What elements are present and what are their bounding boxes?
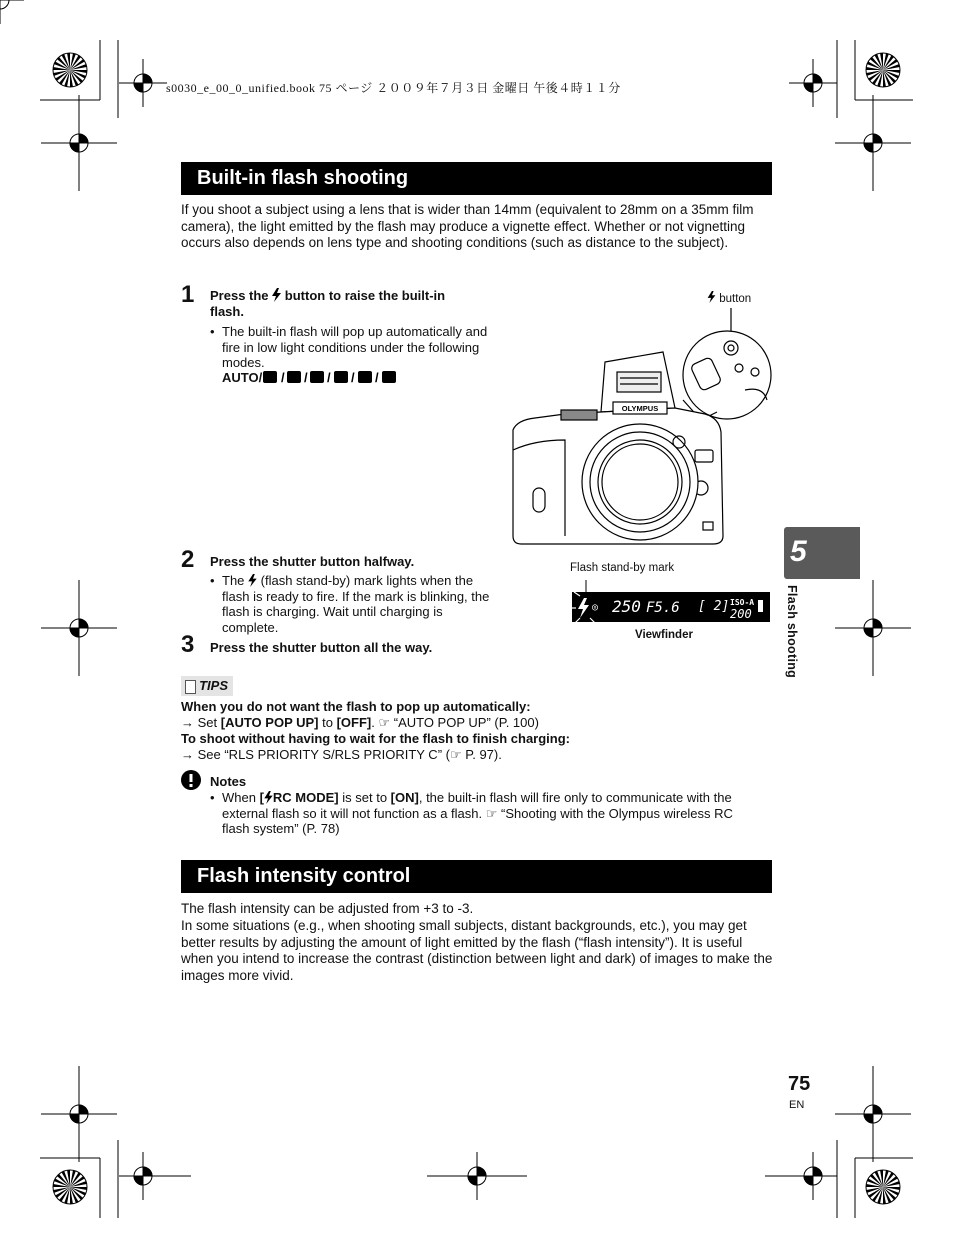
- header-meta: s0030_e_00_0_unified.book 75 ページ ２００９年７月３日 金曜日 午後４時１１分: [166, 81, 621, 95]
- tips-question-1: When you do not want the flash to pop up automatically:: [181, 699, 531, 714]
- language-code: EN: [789, 1099, 805, 1111]
- registration-sunburst: [866, 1170, 900, 1204]
- vf-count: [ 2]: [698, 599, 730, 614]
- page-number: 75: [788, 1073, 811, 1095]
- flash-icon: [264, 791, 273, 804]
- step1-bullet: • The built-in flash will pop up automatically and fire in low light conditions under the following modes.: [210, 324, 488, 370]
- section-title-builtin-flash: Built-in flash shooting: [181, 162, 772, 195]
- step3-title: Press the shutter button all the way.: [210, 640, 433, 655]
- step-number-1: 1: [181, 281, 195, 308]
- registration-sunburst: [53, 53, 87, 87]
- intensity-range-line: The flash intensity can be adjusted from +3 to -3.: [181, 901, 474, 916]
- tips-content: [181, 699, 773, 763]
- scene-mode-icons: [262, 370, 426, 384]
- step-number-2: 2: [181, 546, 195, 573]
- notes-warning-icon: [181, 770, 201, 790]
- viewfinder-caption: Viewfinder: [635, 629, 693, 641]
- camera-illustration: [505, 300, 775, 550]
- notes-title: Notes: [210, 774, 247, 789]
- vf-iso-label: ISO-A: [730, 598, 755, 607]
- chapter-tab: [784, 527, 860, 579]
- section-title-flash-intensity: Flash intensity control: [181, 860, 772, 893]
- viewfinder-display: [562, 578, 772, 628]
- chapter-number: 5: [790, 535, 807, 568]
- tips-label-box: TIPS: [181, 676, 233, 696]
- svg-text:/: /: [304, 370, 308, 384]
- notes-bullet: • When [ RC MODE] is set to [ON], the built-in flash will fire only to communicate with the external flash so it will not function as a flash. ☞ “Shooting with the Olympus wireless RC flash system” (P. 78): [210, 790, 733, 836]
- step-number-3: 3: [181, 631, 195, 658]
- vf-iso-value: 200: [730, 607, 752, 621]
- flash-button-label: button: [707, 291, 751, 305]
- tips-answer-1: → Set [AUTO POP UP] to [OFF]. ☞ “AUTO POP UP” (P. 100): [181, 715, 539, 730]
- flash-icon: [272, 288, 281, 302]
- standby-mark-label: Flash stand-by mark: [570, 562, 675, 574]
- svg-text:/: /: [351, 370, 355, 384]
- tips-icon: [185, 680, 196, 694]
- tips-answer-2: → See “RLS PRIORITY S/RLS PRIORITY C” (☞ P. 97).: [181, 747, 502, 762]
- intensity-paragraph: In some situations (e.g., when shooting small subjects, distant backgrounds, etc.), you may get better results by adjusting the amount of light emitted by the flash (“flash intensity”). It is useful when you intend to increase the contrast (distinction between light and dark) of images to make the images more vivid.: [181, 918, 773, 983]
- intro-paragraph: If you shoot a subject using a lens that is wider than 14mm (equivalent to 28mm on a 35mm film camera), the light emitted by the flash may produce a vignette effect. Whether or not vignetting occurs also depends on lens type and shooting conditions (such as distance to the subject).: [181, 202, 754, 250]
- svg-text:/: /: [281, 370, 285, 384]
- svg-text:◎: ◎: [592, 602, 599, 613]
- step2-title: Press the shutter button halfway.: [210, 554, 415, 569]
- vf-shutter-speed: 250: [612, 597, 641, 616]
- registration-sunburst: [53, 1170, 87, 1204]
- camera-brand: OLYMPUS: [621, 404, 659, 413]
- registration-sunburst: [866, 53, 900, 87]
- svg-text:/: /: [327, 370, 331, 384]
- tips-question-2: To shoot without having to wait for the flash to finish charging:: [181, 731, 571, 746]
- flash-icon: [248, 574, 257, 587]
- step1-modes: AUTO/ / / / / /: [222, 370, 426, 386]
- vf-aperture: F5.6: [646, 600, 680, 616]
- step2-bullet: • The (flash stand-by) mark lights when the flash is ready to fire. If the mark is blinking, the flash is charging. Wait until charging is complete.: [210, 573, 490, 635]
- svg-text:/: /: [375, 370, 379, 384]
- chapter-label: Flash shooting: [785, 585, 799, 679]
- step1-title: Press the button to raise the built-in flash.: [210, 288, 446, 319]
